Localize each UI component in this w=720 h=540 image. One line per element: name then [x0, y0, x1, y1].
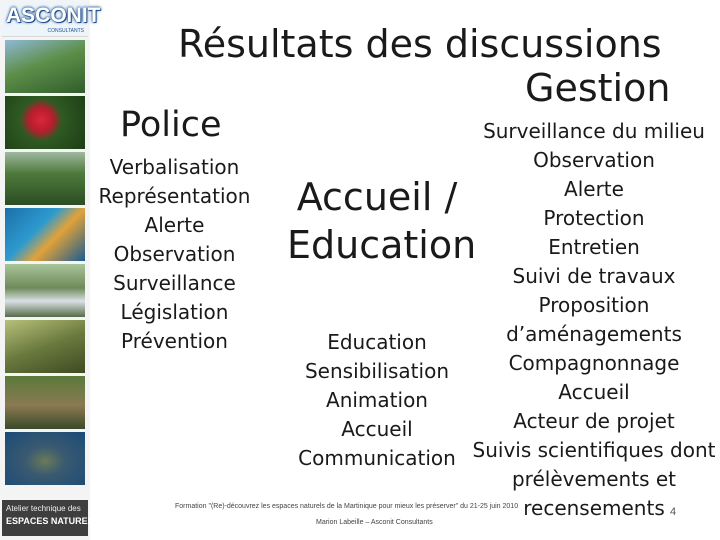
- list-item: Alerte: [144, 213, 205, 237]
- list-item: d’aménagements: [506, 322, 682, 346]
- workshop-logo: [2, 500, 100, 536]
- gestion-list: [468, 117, 720, 523]
- iguana-photo: [5, 320, 85, 373]
- list-item: Législation: [120, 300, 229, 324]
- logo-subtitle: CONSULTANTS: [47, 28, 84, 34]
- accueil-heading-line2: Education: [287, 223, 477, 267]
- list-item: recensements: [523, 496, 665, 520]
- list-item: Proposition: [538, 293, 650, 317]
- list-item: Accueil: [341, 417, 413, 441]
- photo-strip: [0, 0, 101, 540]
- list-item: Acteur de projet: [513, 409, 675, 433]
- workshop-logo-line1: Atelier technique des: [6, 504, 81, 513]
- list-item: Compagnonnage: [508, 351, 680, 375]
- police-list: [92, 153, 257, 356]
- list-item: Education: [327, 330, 427, 354]
- sea-turtle-photo: [5, 432, 85, 485]
- accueil-heading: [287, 173, 477, 269]
- forest-photo: [5, 152, 85, 205]
- list-item: prélèvements et: [511, 467, 676, 491]
- list-item: Prévention: [121, 329, 228, 353]
- list-item: Suivis scientifiques dont: [472, 438, 716, 462]
- accueil-list: [292, 328, 462, 473]
- list-item: Suivi de travaux: [512, 264, 676, 288]
- slide-title: Résultats des discussions: [178, 22, 662, 66]
- list-item: Animation: [326, 388, 428, 412]
- coral-reef-photo: [5, 208, 85, 261]
- list-item: Protection: [543, 206, 645, 230]
- footer-author: Marion Labeille – Asconit Consultants: [316, 519, 433, 526]
- police-heading: Police: [120, 105, 222, 145]
- coastline-photo: [5, 40, 85, 93]
- list-item: Sensibilisation: [304, 359, 449, 383]
- workshop-logo-line2: ESPACES NATURELS: [6, 516, 100, 526]
- list-item: Représentation: [98, 184, 251, 208]
- list-item: Accueil: [558, 380, 630, 404]
- list-item: Surveillance du milieu: [483, 119, 705, 143]
- company-logo: [2, 2, 101, 37]
- logo-name: ASCONIT: [6, 4, 101, 27]
- river-photo: [5, 264, 85, 317]
- wooden-path-photo: [5, 376, 85, 429]
- list-item: Surveillance: [113, 271, 236, 295]
- list-item: Alerte: [564, 177, 624, 201]
- red-flower-photo: [5, 96, 85, 149]
- list-item: Verbalisation: [109, 155, 240, 179]
- list-item: Observation: [113, 242, 236, 266]
- list-item: Observation: [533, 148, 655, 172]
- gestion-heading: Gestion: [525, 66, 671, 110]
- list-item: Communication: [298, 446, 456, 470]
- page-number: 4: [670, 506, 677, 518]
- footer-course-title: Formation "(Re)-découvrez les espaces naturels de la Martinique pour mieux les préserver" du 21-25 juin 2010: [175, 503, 519, 510]
- list-item: Entretien: [548, 235, 640, 259]
- accueil-heading-line1: Accueil /: [296, 175, 458, 219]
